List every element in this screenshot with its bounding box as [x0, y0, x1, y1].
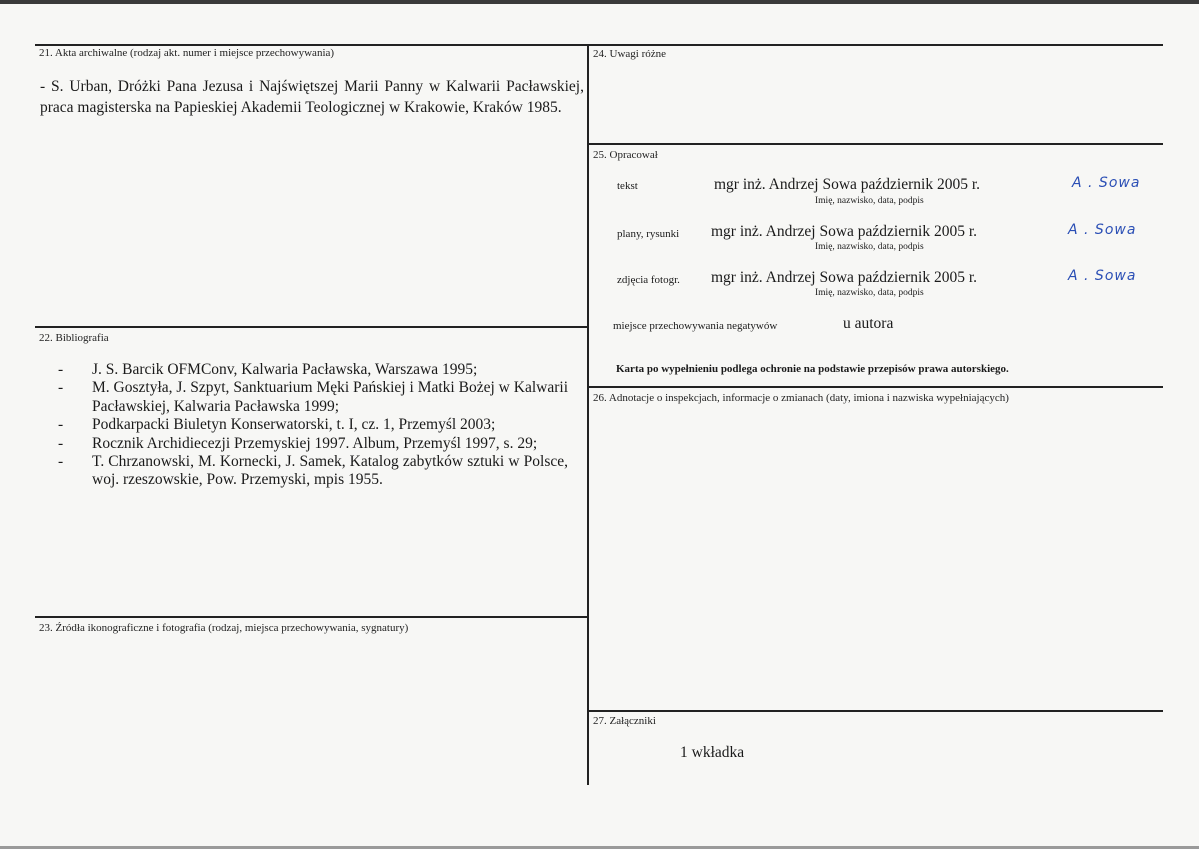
bibliography-item: - T. Chrzanowski, M. Kornecki, J. Samek, Katalog zabytków sztuki w Polsce, woj. rzeszowskie, Pow. Przemyski, mpis 1955. — [58, 453, 568, 489]
author-row-caption: Imię, nazwisko, data, podpis — [815, 196, 924, 206]
bibliography-item: - M. Gosztyła, J. Szpyt, Sanktuarium Męki Pańskiej i Matki Bożej w Kalwarii Pacławskiej, Kalwaria Pacławska 1999; — [58, 379, 568, 415]
section-24-label: 24. Uwagi różne — [593, 48, 667, 60]
negatives-location-value: u autora — [843, 315, 894, 332]
author-row-value-photos: mgr inż. Andrzej Sowa październik 2005 r. — [711, 269, 978, 286]
section-26-label: 26. Adnotacje o inspekcjach, informacje o zmianach (daty, imiona i nazwiska wypełniających) — [593, 392, 1009, 404]
rule-above-26 — [588, 386, 1163, 388]
rule-above-23 — [35, 616, 588, 618]
section-25-label: 25. Opracował — [593, 149, 658, 161]
rule-above-22 — [35, 326, 588, 328]
author-row-label-drawings: plany, rysunki — [617, 228, 680, 240]
rule-above-27 — [588, 710, 1163, 712]
author-row-value-text: mgr inż. Andrzej Sowa październik 2005 r. — [714, 176, 981, 193]
section-23-label: 23. Źródła ikonograficzne i fotografia (rodzaj, miejsca przechowywania, sygnatury) — [39, 622, 409, 634]
rule-above-25 — [588, 143, 1163, 145]
author-signature: A . Sowa — [1068, 222, 1137, 238]
section-22-label: 22. Bibliografia — [39, 332, 109, 344]
author-row-label-text: tekst — [617, 180, 638, 192]
attachments-value: 1 wkładka — [680, 744, 745, 761]
author-row-caption: Imię, nazwisko, data, podpis — [815, 288, 924, 298]
author-row-label-photos: zdjęcia fotogr. — [617, 274, 680, 286]
author-row-caption: Imię, nazwisko, data, podpis — [815, 242, 924, 252]
scan-top-edge — [0, 0, 1199, 4]
bibliography-item: - Rocznik Archidiecezji Przemyskiej 1997. Album, Przemyśl 1997, s. 29; — [58, 434, 538, 452]
copyright-note: Karta po wypełnieniu podlega ochronie na podstawie przepisów prawa autorskiego. — [616, 363, 1009, 375]
rule-top — [35, 44, 1163, 46]
section-21-text: - S. Urban, Dróżki Pana Jezusa i Najświętszej Marii Panny w Kalwarii Pacławskiej, praca magisterska na Papieskiej Akademii Teologicznej w Krakowie, Kraków 1985. — [40, 78, 584, 116]
bibliography-item: - J. S. Barcik OFMConv, Kalwaria Pacławska, Warszawa 1995; — [58, 361, 478, 378]
rule-center — [587, 44, 589, 785]
bibliography-item: - Podkarpacki Biuletyn Konserwatorski, t. I, cz. 1, Przemyśl 2003; — [58, 416, 496, 434]
author-signature: A . Sowa — [1072, 175, 1141, 191]
section-27-label: 27. Załączniki — [593, 715, 656, 727]
author-signature: A . Sowa — [1068, 268, 1137, 284]
negatives-location-label: miejsce przechowywania negatywów — [613, 320, 778, 332]
bibliography-list — [58, 361, 568, 490]
section-21-label: 21. Akta archiwalne (rodzaj akt. numer i miejsce przechowywania) — [39, 47, 335, 59]
author-row-value-drawings: mgr inż. Andrzej Sowa październik 2005 r. — [711, 223, 978, 240]
